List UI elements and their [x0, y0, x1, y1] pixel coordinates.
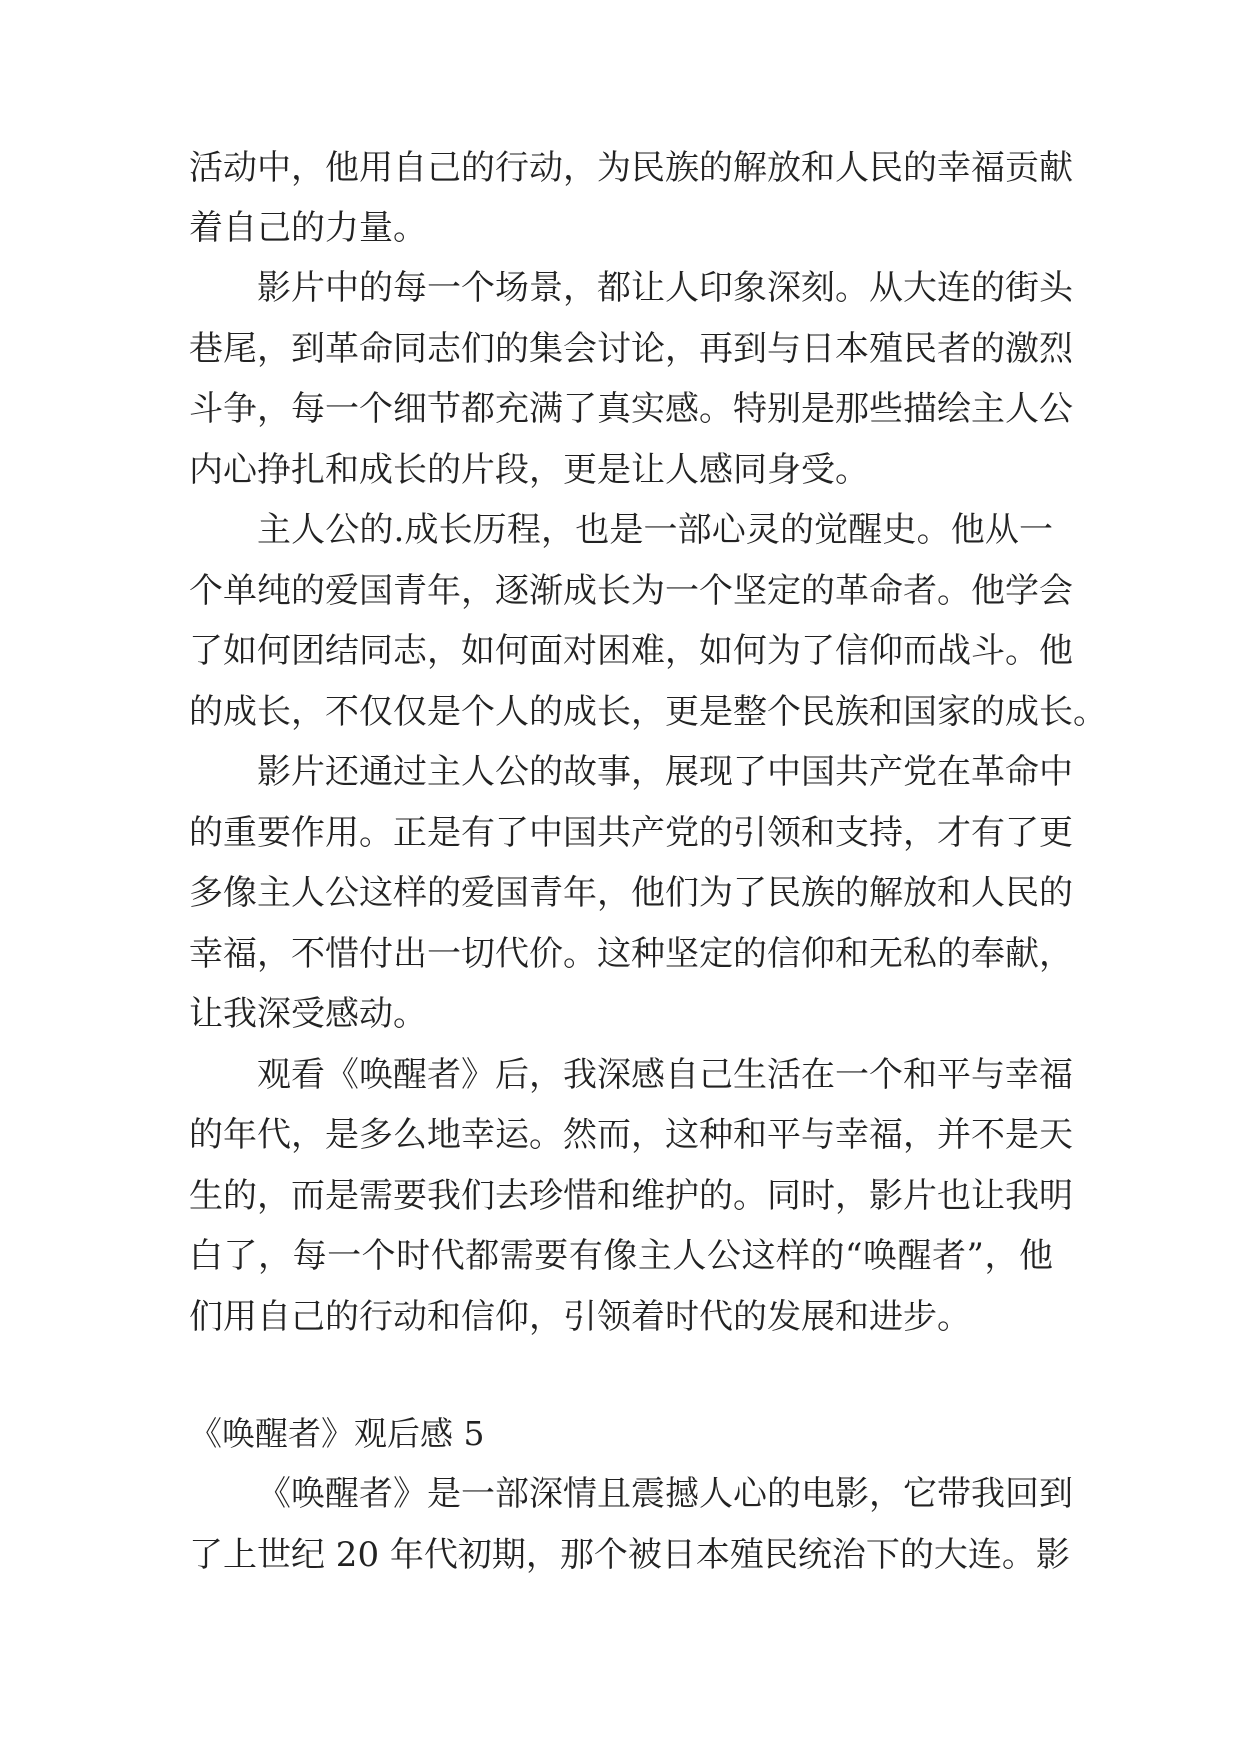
paragraph-line: 着自己的力量。	[189, 208, 427, 248]
paragraph-line: 生的，而是需要我们去珍惜和维护的。同时，影片也让我明	[189, 1176, 1073, 1216]
paragraph-line: 巷尾，到革命同志们的集会讨论，再到与日本殖民者的激烈	[189, 329, 1073, 369]
paragraph-line: 让我深受感动。	[189, 994, 427, 1034]
paragraph-line: 们用自己的行动和信仰，引领着时代的发展和进步。	[189, 1297, 971, 1337]
paragraph-line: 了上世纪 20 年代初期，那个被日本殖民统治下的大连。影	[189, 1535, 1070, 1575]
paragraph-line: 的重要作用。正是有了中国共产党的引领和支持，才有了更	[189, 813, 1073, 853]
paragraph-line: 的成长，不仅仅是个人的成长，更是整个民族和国家的成长。	[189, 692, 1107, 732]
paragraph-line: 多像主人公这样的爱国青年，他们为了民族的解放和人民的	[189, 873, 1073, 913]
paragraph-line: 的年代，是多么地幸运。然而，这种和平与幸福，并不是天	[189, 1115, 1073, 1155]
paragraph-line: 观看《唤醒者》后，我深感自己生活在一个和平与幸福	[257, 1055, 1073, 1095]
paragraph-line: 主人公的.成长历程，也是一部心灵的觉醒史。他从一	[257, 510, 1053, 550]
paragraph-line: 白了，每一个时代都需要有像主人公这样的“唤醒者”，他	[189, 1236, 1053, 1276]
paragraph-line: 了如何团结同志，如何面对困难，如何为了信仰而战斗。他	[189, 631, 1073, 671]
paragraph-line: 《唤醒者》是一部深情且震撼人心的电影，它带我回到	[257, 1474, 1073, 1514]
paragraph-line: 个单纯的爱国青年，逐渐成长为一个坚定的革命者。他学会	[189, 571, 1073, 611]
section-heading: 《唤醒者》观后感 5	[189, 1414, 485, 1453]
paragraph-line: 斗争，每一个细节都充满了真实感。特别是那些描绘主人公	[189, 389, 1073, 429]
paragraph-line: 影片还通过主人公的故事，展现了中国共产党在革命中	[257, 752, 1073, 792]
paragraph-line: 影片中的每一个场景，都让人印象深刻。从大连的街头	[257, 268, 1073, 308]
paragraph-line: 活动中，他用自己的行动，为民族的解放和人民的幸福贡献	[189, 148, 1073, 188]
paragraph-line: 幸福，不惜付出一切代价。这种坚定的信仰和无私的奉献，	[189, 934, 1073, 974]
paragraph-line: 内心挣扎和成长的片段，更是让人感同身受。	[189, 450, 869, 490]
